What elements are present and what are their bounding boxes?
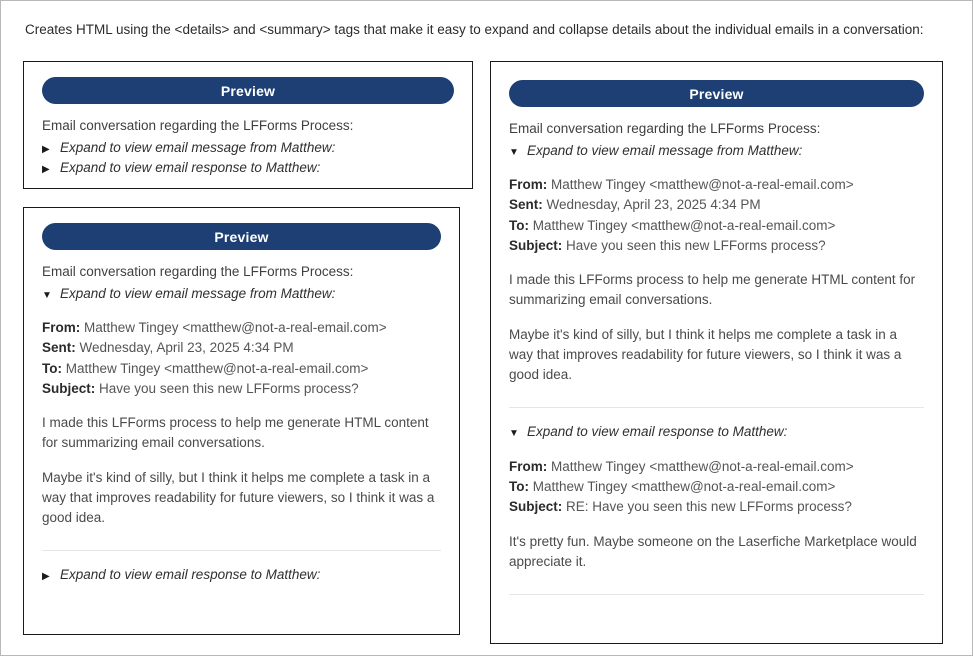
message-paragraph-2: Maybe it's kind of silly, but I think it helps me complete a task in a way that improves readability for future viewers, so I think it was a good idea. (42, 469, 435, 526)
message-to-label: To: (509, 217, 529, 233)
summary-message-label: Expand to view email message from Matthew: (60, 285, 336, 301)
chevron-down-icon: ▼ (42, 289, 52, 301)
summary-message-toggle[interactable] (509, 141, 924, 161)
summary-message-toggle[interactable] (42, 138, 454, 158)
summary-message-toggle[interactable] (42, 284, 441, 304)
response-from-value: Matthew Tingey <matthew@not-a-real-email.com> (551, 458, 854, 474)
message-sent-label: Sent: (509, 197, 543, 213)
message-paragraph-2: Maybe it's kind of silly, but I think it helps me complete a task in a way that improves readability for future viewers, so I think it was a good idea. (509, 326, 902, 383)
response-subject-value: RE: Have you seen this new LFForms process? (566, 499, 852, 515)
message-paragraph-1: I made this LFForms process to help me generate HTML content for summarizing email conversations. (509, 272, 916, 308)
response-paragraph-1: It's pretty fun. Maybe someone on the Laserfiche Marketplace would appreciate it. (509, 533, 917, 569)
response-subject-label: Subject: (509, 499, 563, 515)
panel-inner (24, 77, 472, 203)
panel-inner (24, 223, 459, 649)
conversation-body (42, 250, 441, 585)
summary-response-label: Expand to view email response to Matthew: (527, 424, 788, 440)
preview-header-bar (42, 77, 454, 104)
message-to-line (42, 359, 441, 379)
summary-response-toggle[interactable] (509, 422, 924, 442)
conversation-title: Email conversation regarding the LFForms Process: (509, 121, 821, 136)
preview-header-bar (509, 80, 924, 107)
response-subject-line (509, 497, 924, 517)
message-subject-line (42, 379, 441, 399)
panel-inner (491, 80, 942, 661)
message-from-value: Matthew Tingey <matthew@not-a-real-email.com> (551, 177, 854, 193)
message-to-line (509, 216, 924, 236)
message-to-label: To: (42, 360, 62, 376)
summary-message-label: Expand to view email message from Matthew: (60, 139, 336, 155)
message-detail (509, 161, 924, 408)
response-to-line (509, 477, 924, 497)
summary-response-label: Expand to view email response to Matthew: (60, 567, 321, 583)
message-sent-line (42, 338, 441, 358)
message-detail (42, 304, 441, 551)
response-to-label: To: (509, 479, 529, 495)
conversation-title: Email conversation regarding the LFForms Process: (42, 264, 354, 279)
response-to-value: Matthew Tingey <matthew@not-a-real-email.com> (532, 479, 836, 495)
message-sent-line (509, 195, 924, 215)
response-detail (509, 443, 924, 595)
conversation-body (509, 107, 924, 595)
message-sent-value: Wednesday, April 23, 2025 4:34 PM (79, 340, 294, 356)
message-from-label: From: (509, 177, 548, 193)
message-from-line (42, 318, 441, 338)
preview-panel-expanded (490, 61, 943, 644)
preview-header-bar (42, 223, 441, 250)
chevron-down-icon: ▼ (509, 428, 519, 440)
summary-response-label: Expand to view email response to Matthew: (60, 160, 321, 176)
chevron-right-icon: ▶ (42, 164, 50, 176)
message-subject-value: Have you seen this new LFForms process? (566, 237, 826, 253)
conversation-title: Email conversation regarding the LFForms Process: (42, 118, 354, 133)
intro-text: Creates HTML using the <details> and <summary> tags that make it easy to expand and collapse details about the individual emails in a conversation: (25, 22, 924, 37)
section-divider (509, 594, 924, 595)
preview-header-label: Preview (689, 85, 744, 102)
message-subject-line (509, 236, 924, 256)
message-sent-label: Sent: (42, 340, 76, 356)
preview-header-label: Preview (214, 228, 269, 245)
message-from-label: From: (42, 320, 81, 336)
message-subject-label: Subject: (42, 380, 96, 396)
message-from-value: Matthew Tingey <matthew@not-a-real-email.com> (84, 320, 387, 336)
response-from-label: From: (509, 458, 548, 474)
response-from-line (509, 457, 924, 477)
section-divider (42, 550, 441, 551)
section-divider (509, 407, 924, 408)
message-subject-label: Subject: (509, 237, 563, 253)
summary-message-label: Expand to view email message from Matthew: (527, 142, 803, 158)
preview-panel-collapsed (23, 61, 473, 189)
chevron-right-icon: ▶ (42, 143, 50, 155)
summary-response-toggle[interactable] (42, 158, 454, 178)
message-subject-value: Have you seen this new LFForms process? (99, 380, 359, 396)
message-to-value: Matthew Tingey <matthew@not-a-real-email.com> (532, 217, 836, 233)
preview-header-label: Preview (220, 82, 276, 99)
preview-panel-partial (23, 207, 460, 635)
conversation-body (42, 104, 454, 178)
chevron-down-icon: ▼ (509, 146, 519, 158)
message-paragraph-1: I made this LFForms process to help me generate HTML content for summarizing email conversations. (42, 415, 429, 451)
message-from-line (509, 175, 924, 195)
summary-response-toggle[interactable] (42, 565, 441, 585)
message-sent-value: Wednesday, April 23, 2025 4:34 PM (546, 197, 761, 213)
chevron-right-icon: ▶ (42, 571, 50, 583)
message-to-value: Matthew Tingey <matthew@not-a-real-email.com> (65, 360, 369, 376)
